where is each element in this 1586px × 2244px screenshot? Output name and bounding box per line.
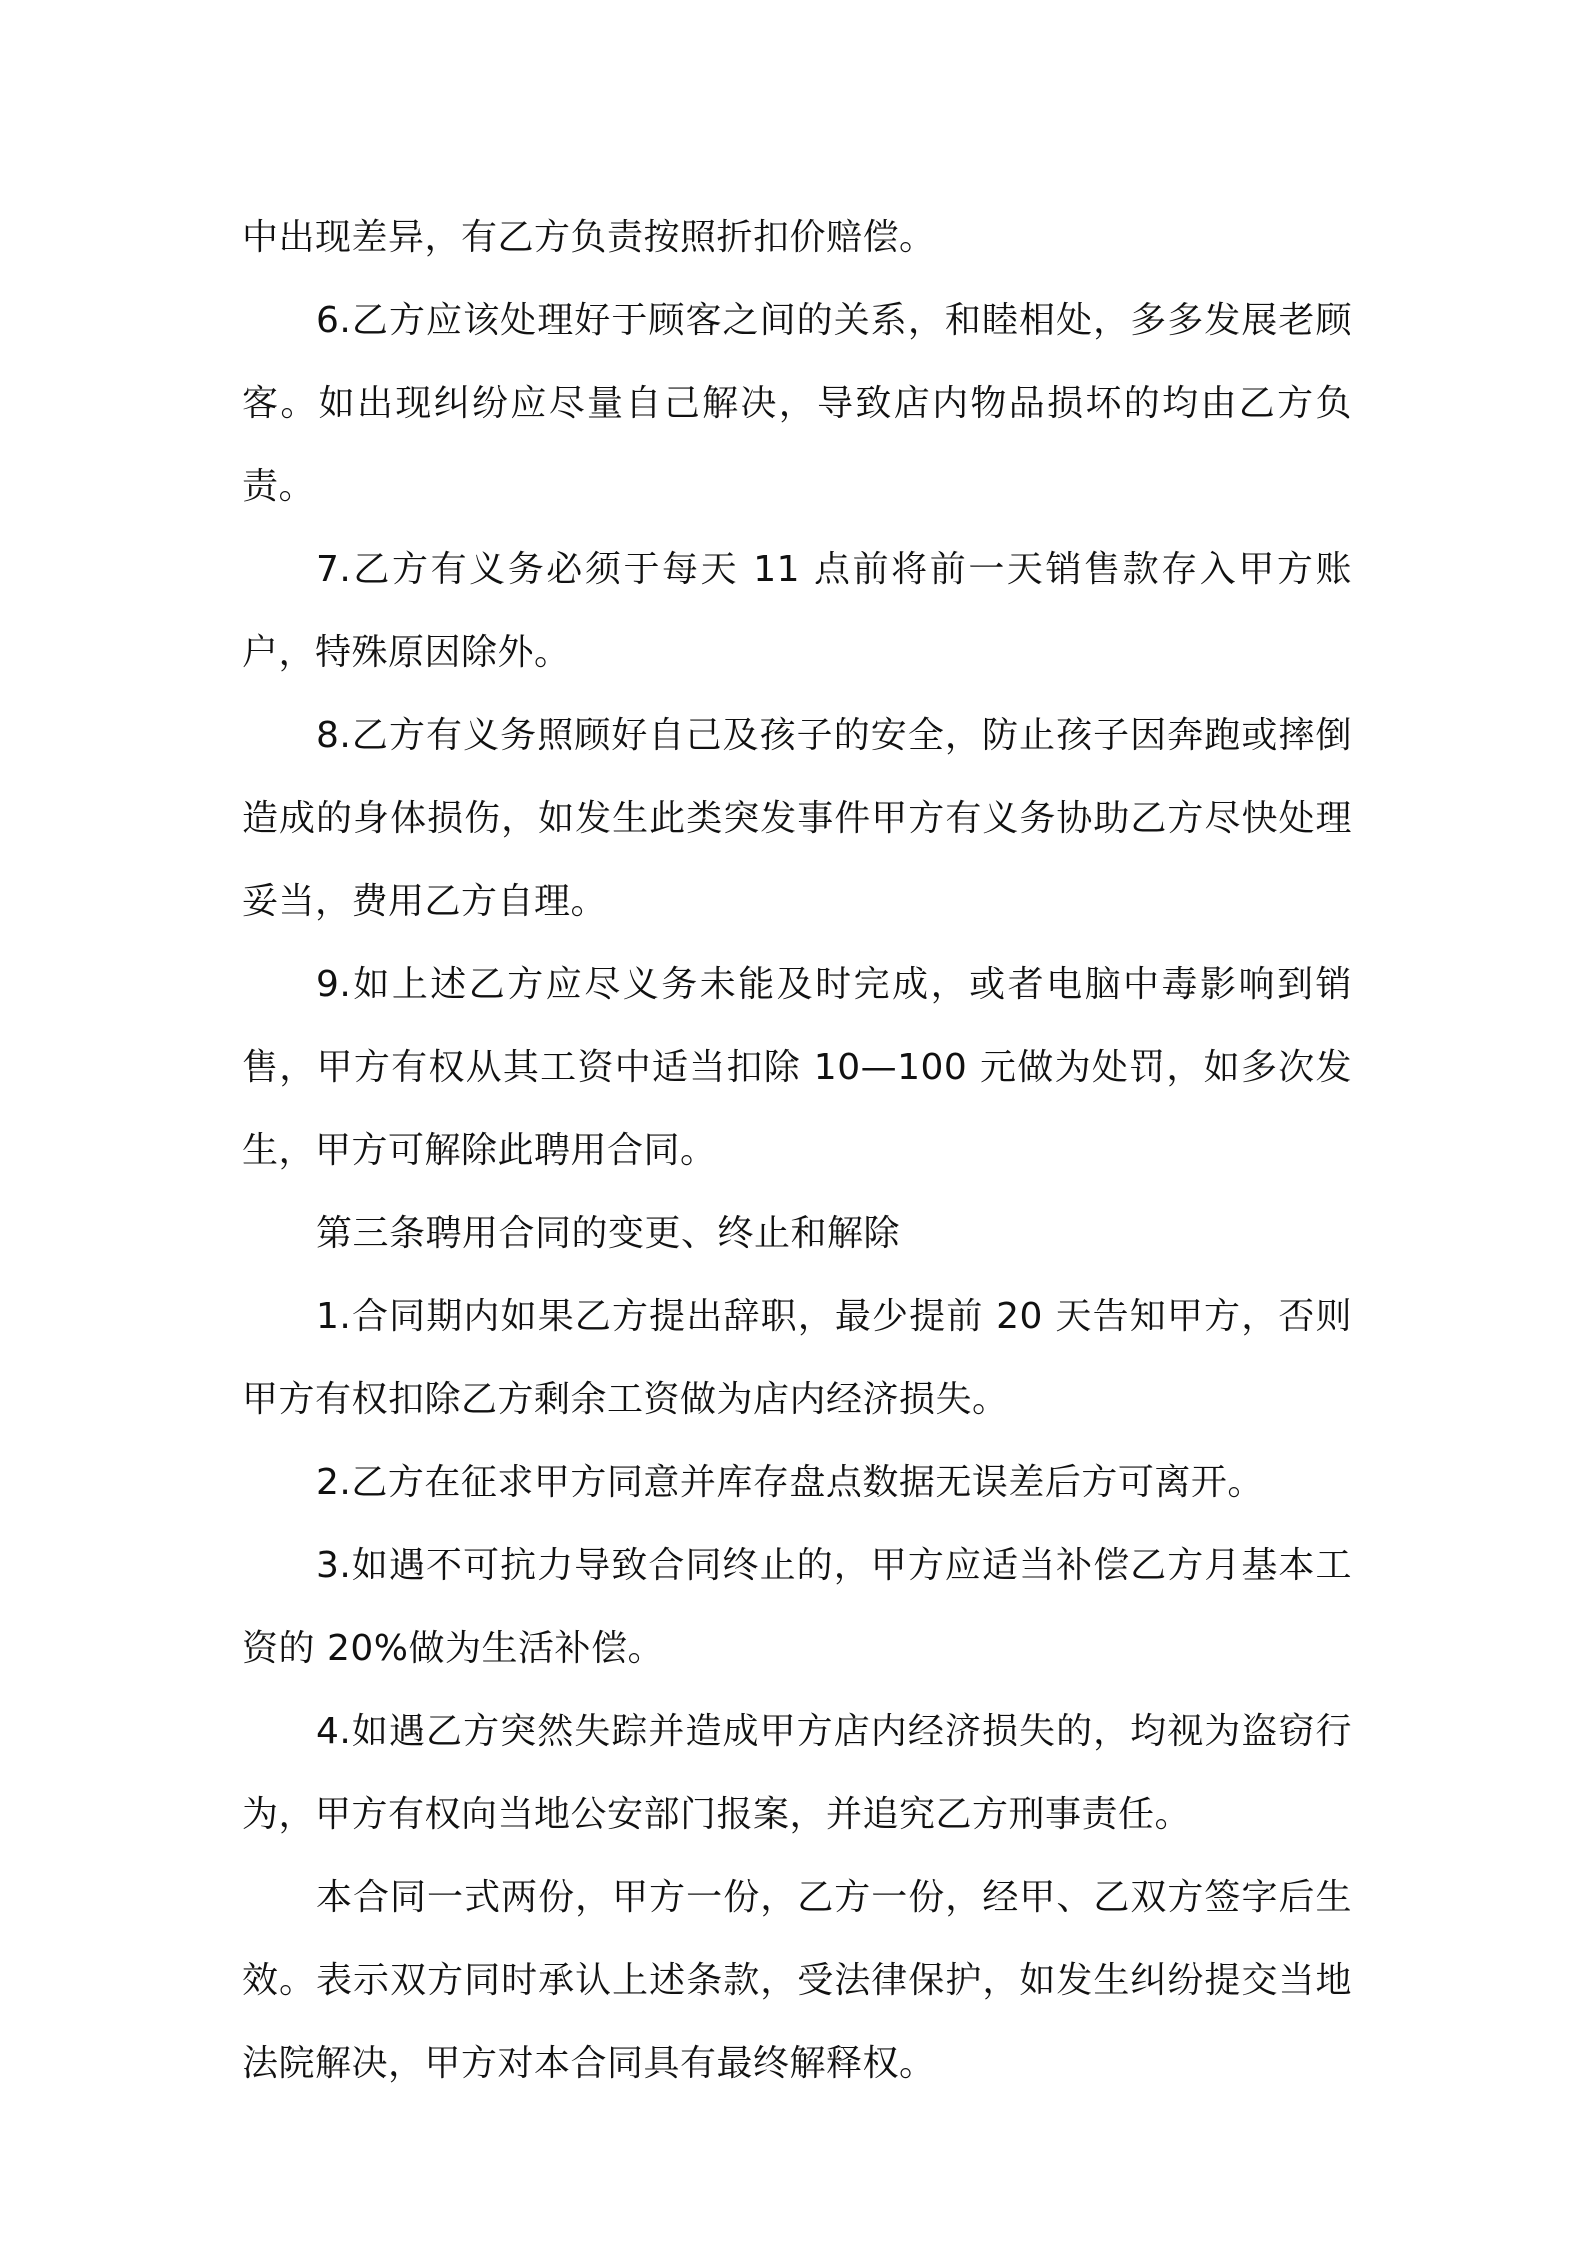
paragraph-clause-6: 6.乙方应该处理好于顾客之间的关系，和睦相处，多多发展老顾客。如出现纠纷应尽量自己解决，导致店内物品损坏的均由乙方负责。 bbox=[242, 300, 1352, 507]
paragraph-article-3-clause-3: 3.如遇不可抗力导致合同终止的，甲方应适当补偿乙方月基本工资的 20%做为生活补偿。 bbox=[242, 1545, 1352, 1669]
paragraph-clause-7: 7.乙方有义务必须于每天 11 点前将前一天销售款存入甲方账户，特殊原因除外。 bbox=[242, 549, 1352, 673]
paragraph-clause-8: 8.乙方有义务照顾好自己及孩子的安全，防止孩子因奔跑或摔倒造成的身体损伤，如发生此类突发事件甲方有义务协助乙方尽快处理妥当，费用乙方自理。 bbox=[242, 715, 1352, 922]
paragraph-clause-9: 9.如上述乙方应尽义务未能及时完成，或者电脑中毒影响到销售，甲方有权从其工资中适当扣除 10—100 元做为处罚，如多次发生，甲方可解除此聘用合同。 bbox=[242, 964, 1352, 1171]
paragraph-article-3-clause-4: 4.如遇乙方突然失踪并造成甲方店内经济损失的，均视为盗窃行为，甲方有权向当地公安部门报案，并追究乙方刑事责任。 bbox=[242, 1711, 1352, 1835]
section-heading-article-3: 第三条聘用合同的变更、终止和解除 bbox=[316, 1213, 901, 1254]
paragraph-continuation: 中出现差异，有乙方负责按照折扣价赔偿。 bbox=[242, 217, 936, 258]
document-body bbox=[242, 196, 1352, 2105]
paragraph-closing: 本合同一式两份，甲方一份，乙方一份，经甲、乙双方签字后生效。表示双方同时承认上述条款，受法律保护，如发生纠纷提交当地法院解决，甲方对本合同具有最终解释权。 bbox=[242, 1877, 1352, 2084]
paragraph-article-3-clause-1: 1.合同期内如果乙方提出辞职，最少提前 20 天告知甲方，否则甲方有权扣除乙方剩余工资做为店内经济损失。 bbox=[242, 1296, 1352, 1420]
paragraph-article-3-clause-2: 2.乙方在征求甲方同意并库存盘点数据无误差后方可离开。 bbox=[316, 1462, 1264, 1503]
